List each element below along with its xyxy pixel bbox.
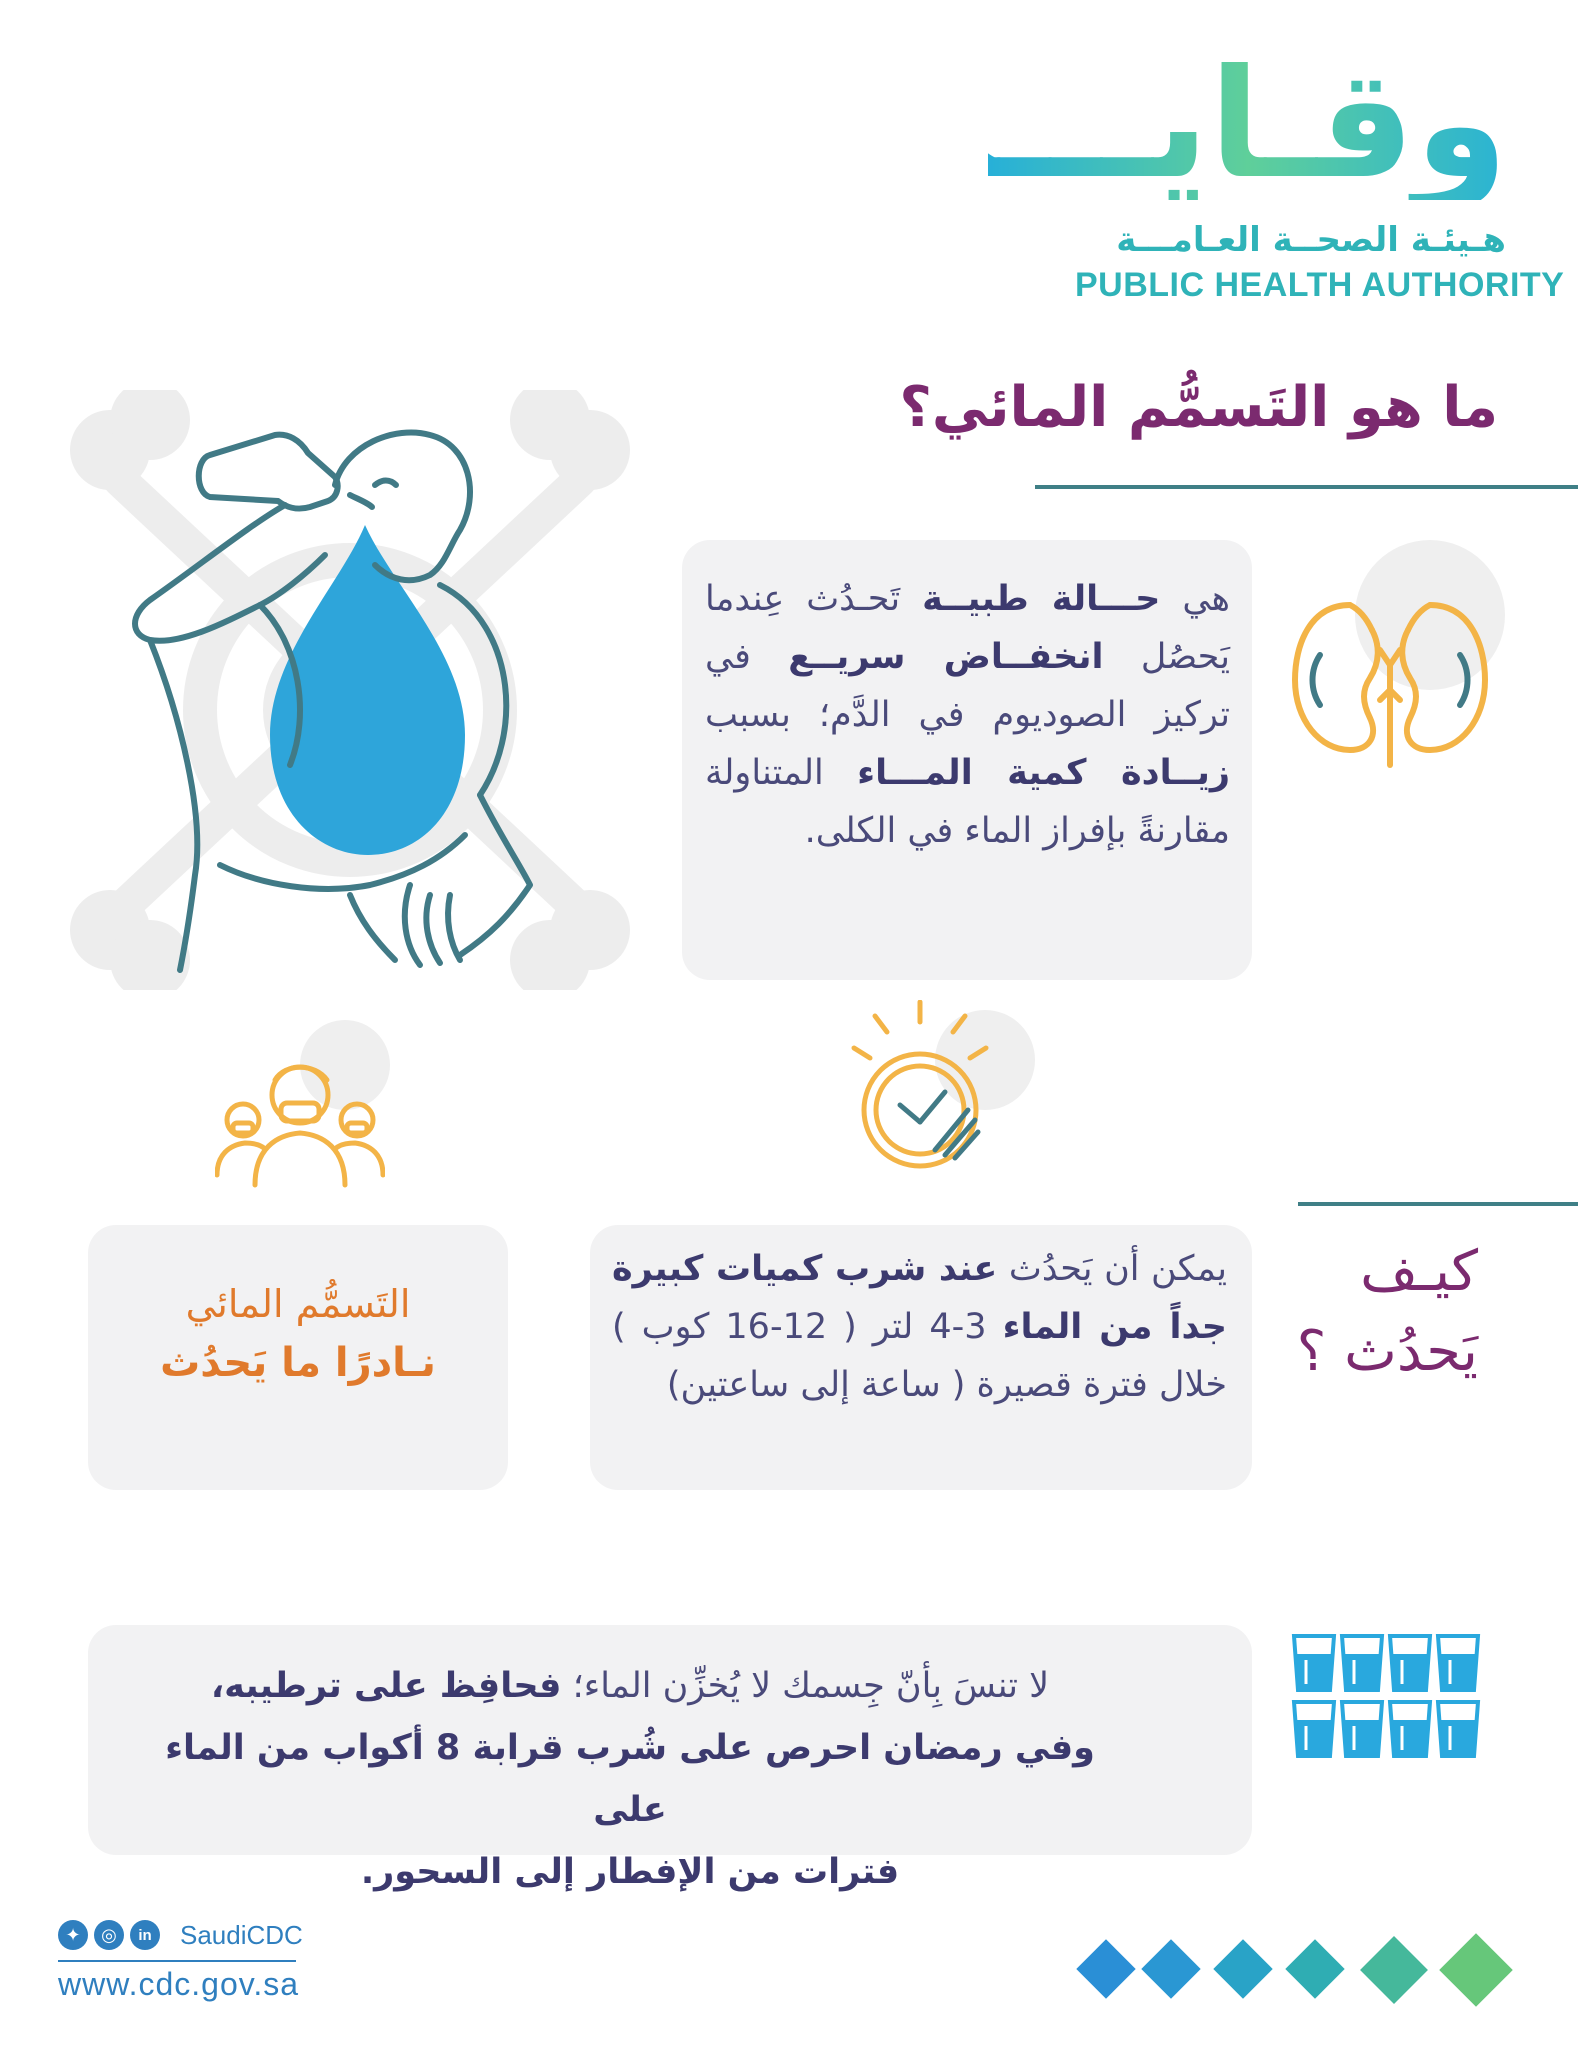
def-bold-3: انخفــاض سريــع (788, 637, 1104, 677)
person-drinking-illustration (110, 415, 580, 975)
linkedin-icon[interactable]: in (130, 1920, 160, 1950)
definition-text (705, 570, 1230, 860)
def-bold-5: زيــادة كمية المـــاء (857, 753, 1230, 793)
def-text-4: في تركيز الصوديوم في الدَّم؛ بسبب (705, 637, 1230, 735)
decor-diamond (1141, 1939, 1200, 1998)
tip-line2: وفي رمضان احرص على شُرب قرابة 8 أكواب من الماء على (165, 1728, 1095, 1830)
how-heading-line2: يَحدُث ؟ (1296, 1319, 1478, 1384)
rare-line2: نـادرًا ما يَحدُث (160, 1340, 436, 1386)
water-glasses-icon (1290, 1632, 1490, 1762)
rare-line1: التَسمُّم المائي (185, 1282, 411, 1326)
footer-divider (58, 1960, 296, 1962)
decor-diamond (1285, 1939, 1344, 1998)
how-heading-line1: كيـف (1360, 1239, 1478, 1304)
masked-people-icon (215, 1055, 385, 1190)
def-text-0: هي (1160, 579, 1230, 619)
def-text-6: المتناولة مقارنةً بإفراز الماء في الكلى. (705, 753, 1230, 851)
decor-diamond (1360, 1936, 1428, 2004)
twitter-icon[interactable]: ✦ (58, 1920, 88, 1950)
tip-line1-bold: فحافِظ على ترطيبه، (210, 1666, 562, 1706)
def-bold-1: حـــالة طبيــة (922, 579, 1161, 619)
decor-diamond (1076, 1939, 1135, 1998)
tip-line3: فترات من الإفطار إلى السحور. (360, 1852, 900, 1892)
tip-line1 (130, 1655, 1130, 1717)
social-icons (58, 1920, 160, 1950)
how-text-0: يمكن أن يَحدُث (997, 1249, 1227, 1289)
instagram-icon[interactable]: ◎ (94, 1920, 124, 1950)
how-bold-1: عند شرب كميات كبيرة جداً من الماء (612, 1249, 1227, 1347)
tip-line1-normal: لا تنسَ بِأنّ جِسمك لا يُخزِّن الماء؛ (561, 1666, 1050, 1706)
website-link[interactable]: www.cdc.gov.sa (58, 1966, 300, 2002)
title-underline (1035, 485, 1578, 489)
logo-arabic-name: وقـايـــة (907, 38, 1508, 212)
how-text-2: 3-4 لتر ( 12-16 كوب ) خلال فترة قصيرة ( ساعة إلى ساعتين) (612, 1307, 1227, 1405)
page-title: ما هو التَسمُّم المائي؟ (899, 375, 1498, 440)
tip-text (130, 1655, 1130, 1903)
clock-icon (850, 1000, 1000, 1180)
def-text-2: تَحـدُث عِندما يَحصُل (705, 579, 1231, 677)
decor-diamond (1439, 1933, 1513, 2007)
decor-diamond (1213, 1939, 1272, 1998)
social-handle[interactable]: SaudiCDC (180, 1920, 303, 1950)
logo-english-subtitle: PUBLIC HEALTH AUTHORITY (1075, 266, 1565, 304)
kidney-icon (1290, 590, 1490, 770)
logo-arabic-subtitle: هـيئـة الصحــة العـامـــة (1116, 220, 1506, 260)
how-divider (1298, 1202, 1578, 1206)
how-text (612, 1240, 1227, 1414)
